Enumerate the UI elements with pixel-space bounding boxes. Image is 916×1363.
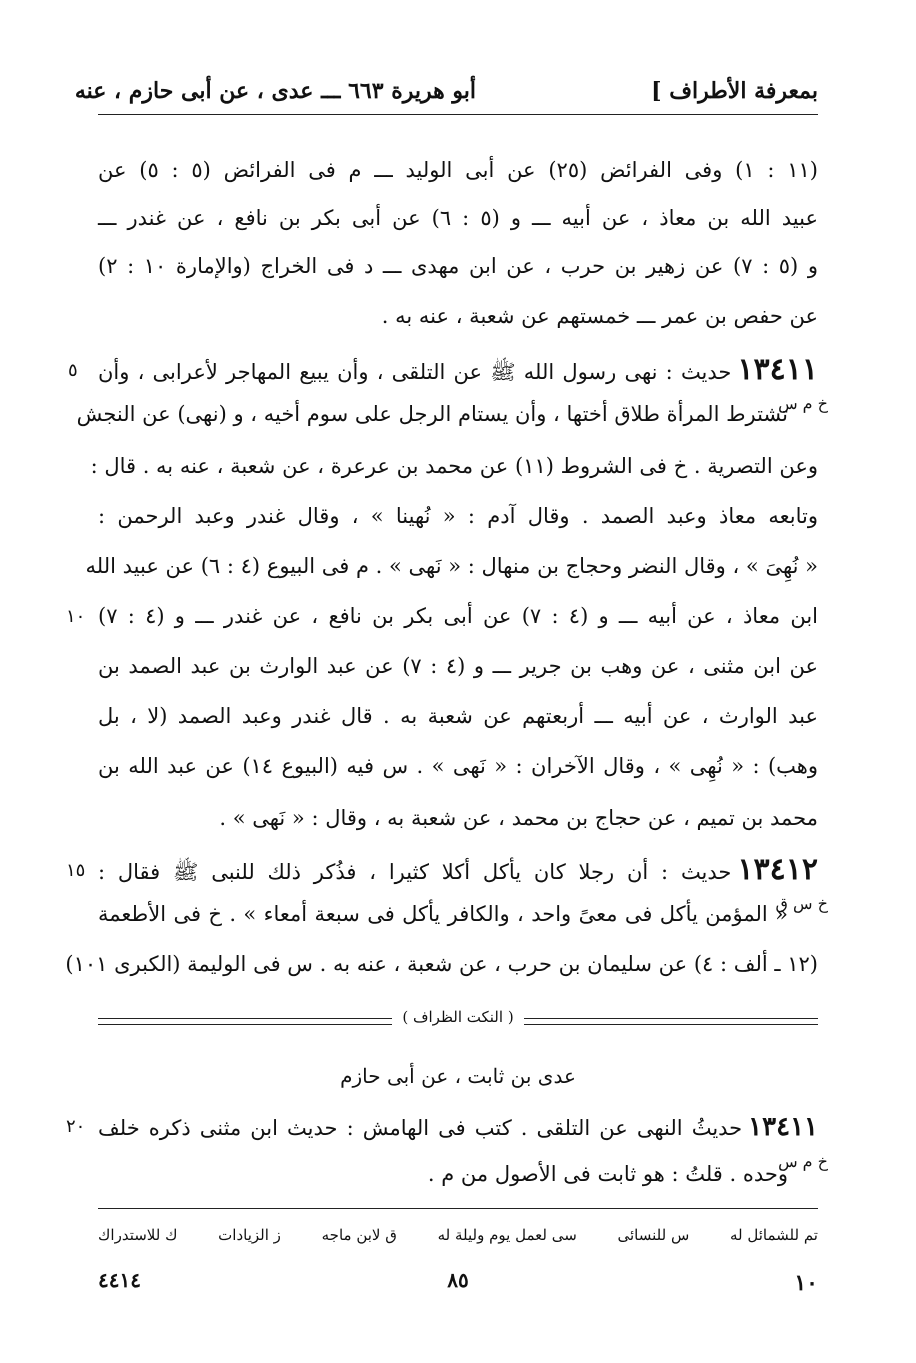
sigla: خ س ق [775, 894, 828, 913]
abbrev-item: ز الزيادات [218, 1226, 281, 1244]
text-line: « نُهِىَ » ، وقال النضر وحجاج بن منهال : « نَهى » . م فى البيوع (٤ : ٦) عن عبيد الله [85, 554, 818, 578]
abbrev-item: سى لعمل يوم وليلة له [437, 1226, 577, 1244]
hadith-number: ١٣٤١٢ [737, 852, 818, 887]
text-line: عن ابن مثنى ، عن وهب بن جرير ـــ و (٤ : ٧) عن عبد الوارث بن عبد الصمد بن [98, 654, 818, 678]
hadith-first-line: ١٣٤١٢حديث : أن رجلا كان يأكل أكلا كثيرا ، فذُكر ذلك للنبى ﷺ فقال : [98, 852, 818, 887]
text-line: عبيد الله بن معاذ ، عن أبيه ـــ و (٥ : ٦) عن أبى بكر بن نافع ، عن غندر ـــ [98, 206, 818, 230]
margin-line-number: ٢٠ [66, 1116, 86, 1137]
text-line: محمد بن تميم ، عن حجاج بن محمد ، عن شعبة به ، وقال : « نَهى » . [219, 806, 818, 830]
hadith-number: ١٣٤١١ [737, 352, 818, 387]
margin-line-number: ١٥ [66, 860, 86, 881]
text-line: وهب) : « نُهِى » ، وقال الآخران : « نَهى » . س فيه (البيوع ١٤) عن عبد الله بن [98, 754, 818, 778]
nukat-first-line: ١٣٤١١حديثُ النهى عن التلقى . كتب فى الهامش : حديث ابن مثنى ذكره خلف [98, 1112, 818, 1142]
page-number: ٨٥ [447, 1268, 469, 1292]
footnote-rule [98, 1208, 818, 1209]
text-line: وتابعه معاذ وعبد الصمد . وقال آدم : « نُهينا » ، وقال غندر وعبد الرحمن : [98, 504, 818, 528]
text-line: (١٢ ـ ألف : ٤) عن سليمان بن حرب ، عن شعبة ، عنه به . س فى الوليمة (الكبرى ١٠١) [65, 952, 818, 976]
sigla: خ م س [778, 1152, 828, 1171]
sigla: خ م س [778, 394, 828, 413]
text-line: وحده . قلتُ : هو ثابت فى الأصول من م . [427, 1162, 788, 1186]
text-line: وعن التصرية . خ فى الشروط (١١) عن محمد بن عرعرة ، عن شعبة ، عنه به . قال : [90, 454, 818, 478]
volume-number: ٤٤١٤ [98, 1268, 141, 1292]
header-right: بمعرفة الأطراف ] [651, 78, 818, 104]
abbrev-item: ك للاستدراك [98, 1226, 178, 1244]
margin-line-number: ١٠ [66, 606, 86, 627]
margin-line-number: ٥ [68, 360, 78, 381]
divider-label: ( النكت الظراف ) [0, 1008, 916, 1026]
text-line: ابن معاذ ، عن أبيه ـــ و (٤ : ٧) عن أبى بكر بن نافع ، عن غندر ـــ و (٤ : ٧) [98, 604, 818, 628]
text-line: (١١ : ١) وفى الفرائض (٢٥) عن أبى الوليد ـــ م فى الفرائض (٥ : ٥) عن [98, 158, 818, 182]
hadith-number: ١٣٤١١ [748, 1112, 818, 1142]
header-rule [98, 114, 818, 115]
header-title: أبو هريرة ٦٦٣ ـــ عدى ، عن أبى حازم ، عنه [74, 78, 476, 104]
text-line: تشترط المرأة طلاق أختها ، وأن يستام الرجل على سوم أخيه ، و (نهى) عن النجش [76, 402, 788, 426]
hadith-first-line: ١٣٤١١حديث : نهى رسول الله ﷺ عن التلقى ، وأن يبيع المهاجر لأعرابى ، وأن [98, 352, 818, 387]
abbrev-item: ق لابن ماجه [321, 1226, 397, 1244]
abbrev-item: س للنسائى [617, 1226, 690, 1244]
abbreviation-key [98, 1226, 818, 1244]
text-line: و (٥ : ٧) عن زهير بن حرب ، عن ابن مهدى ـــ د فى الخراج (والإمارة ١٠ : ٢) [98, 254, 818, 278]
abbrev-item: تم للشمائل له [729, 1226, 818, 1244]
text-line: عبد الوارث ، عن أبيه ـــ أربعتهم عن شعبة به . قال غندر وعبد الصمد (لا ، بل [98, 704, 818, 728]
section-heading: عدى بن ثابت ، عن أبى حازم [340, 1064, 576, 1088]
text-line: « المؤمن يأكل فى معىً واحد ، والكافر يأكل فى سبعة أمعاء » . خ فى الأطعمة [98, 902, 788, 926]
signature-number: ١٠ [794, 1270, 818, 1296]
text-line: عن حفص بن عمر ـــ خمستهم عن شعبة ، عنه به . [381, 304, 818, 328]
